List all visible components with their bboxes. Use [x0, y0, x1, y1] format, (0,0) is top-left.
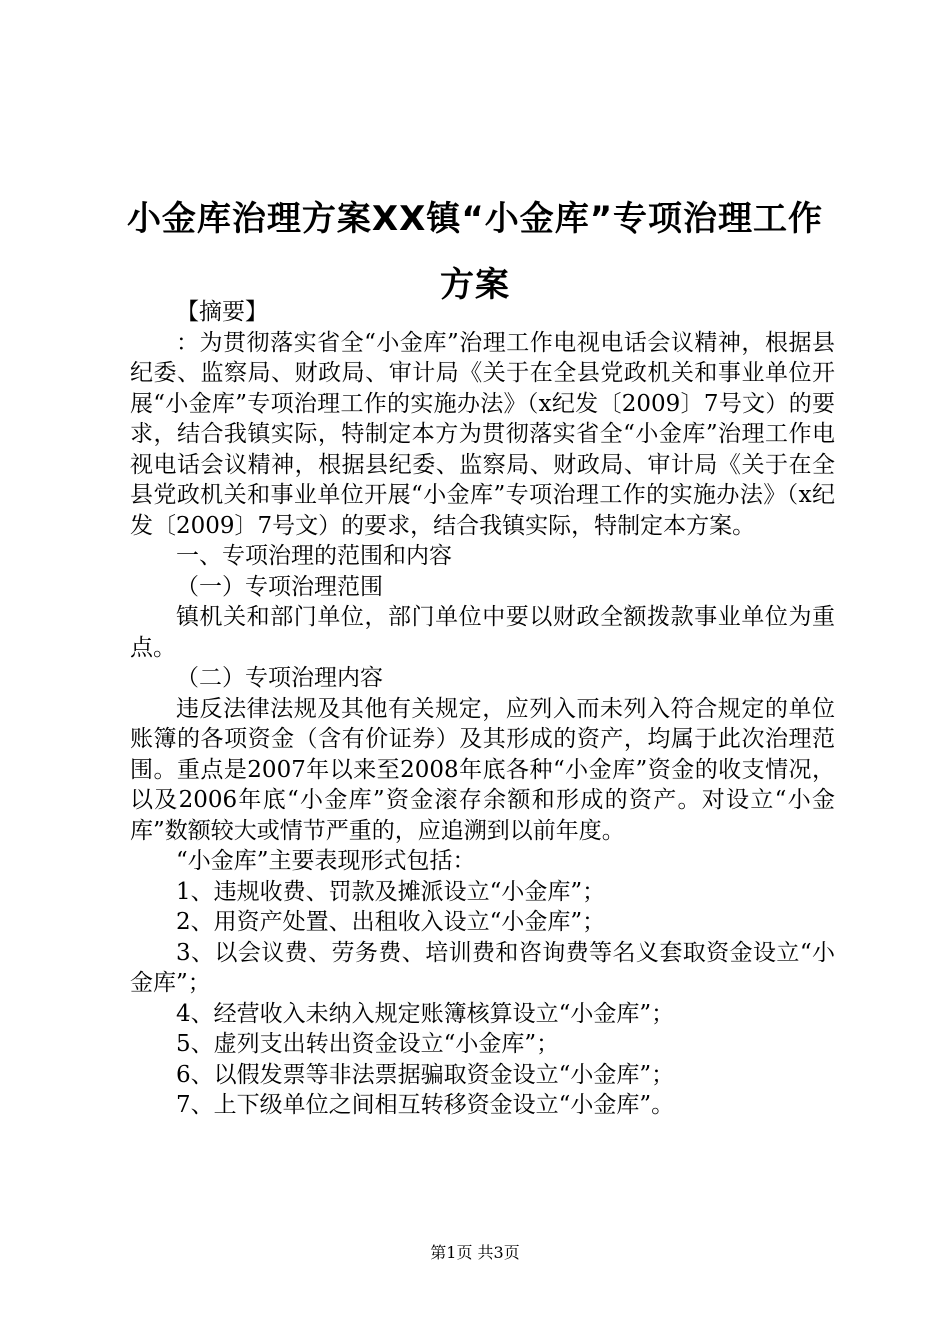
- abstract-paragraph: ：为贯彻落实省全“小金库”治理工作电视电话会议精神，根据县纪委、监察局、财政局、审计局《关于在全县党政机关和事业单位开展“小金库”专项治理工作的实施办法》（x纪发〔2009〕7号文）的要求，结合我镇实际，特制定本方为贯彻落实省全“小金库”治理工作电视电话会议精神，根据县纪委、监察局、财政局、审计局《关于在全县党政机关和事业单位开展“小金库”专项治理工作的实施办法》（x纪发〔2009〕7号文）的要求，结合我镇实际，特制定本方案。: [130, 329, 835, 539]
- list-item: 6、以假发票等非法票据骗取资金设立“小金库”；: [176, 1061, 675, 1088]
- content-paragraph: 违反法律法规及其他有关规定，应列入而未列入符合规定的单位账簿的各项资金（含有价证券）及其形成的资产，均属于此次治理范围。重点是2007年以来至2008年底各种“小金库”资金的收支情况，以及2006年底“小金库”资金滚存余额和形成的资产。对设立“小金库”数额较大或情节严重的，应追溯到以前年度。: [130, 695, 835, 844]
- list-item: 1、违规收费、罚款及摊派设立“小金库”；: [176, 878, 606, 905]
- forms-intro: “小金库”主要表现形式包括：: [176, 848, 476, 874]
- list-item: 4、经营收入未纳入规定账簿核算设立“小金库”；: [176, 1000, 675, 1027]
- section-heading-scope-and-content: 一、专项治理的范围和内容: [176, 543, 452, 569]
- page-number-footer: 第1页 共3页: [430, 1243, 520, 1262]
- document-title: 小金库治理方案XX镇“小金库”专项治理工作方案: [126, 199, 824, 305]
- subsection-heading-content: （二）专项治理内容: [176, 665, 383, 691]
- list-item: 5、虚列支出转出资金设立“小金库”；: [176, 1031, 560, 1057]
- list-item: 2、用资产处置、出租收入设立“小金库”；: [176, 909, 606, 935]
- scope-paragraph: 镇机关和部门单位，部门单位中要以财政全额拨款事业单位为重点。: [130, 604, 835, 661]
- document-body: [130, 297, 835, 1121]
- list-item: 3、以会议费、劳务费、培训费和咨询费等名义套取资金设立“小金库”；: [130, 939, 835, 996]
- subsection-heading-scope: （一）专项治理范围: [176, 573, 383, 600]
- list-item: 7、上下级单位之间相互转移资金设立“小金库”。: [176, 1092, 675, 1118]
- abstract-heading: 【摘要】: [176, 299, 268, 325]
